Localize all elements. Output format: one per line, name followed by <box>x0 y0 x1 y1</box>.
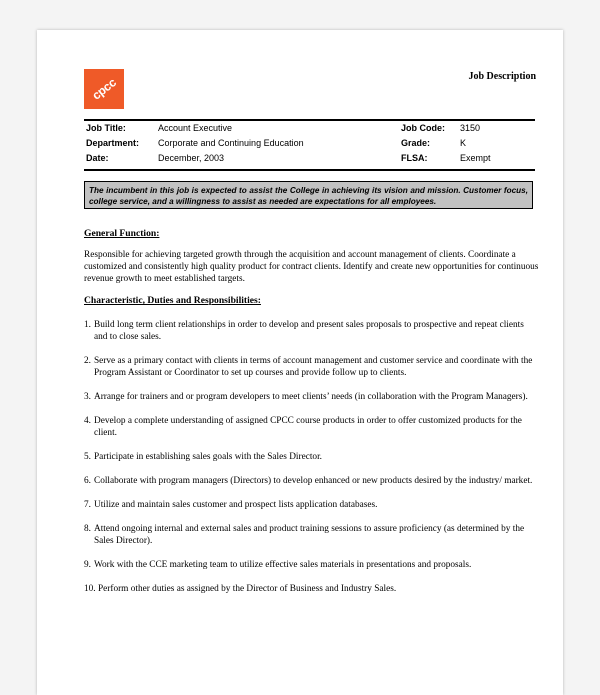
job-title-value: Account Executive <box>158 123 233 133</box>
document-title: Job Description <box>468 71 536 82</box>
document-page <box>37 30 563 695</box>
list-item: 3. Arrange for trainers and or program developers to meet clients’ needs (in collaboration with the Program Managers). <box>84 392 528 402</box>
document-body <box>84 228 539 595</box>
flsa-value: Exempt <box>460 153 491 163</box>
list-item: 6. Collaborate with program managers (Directors) to develop enhanced or new products desired by the industry/ market. <box>84 476 533 486</box>
grade-value: K <box>460 138 467 148</box>
top-rule <box>84 119 535 121</box>
department-value: Corporate and Continuing Education <box>158 138 304 148</box>
list-item: 1. Build long term client relationships in order to develop and present sales proposals to prospective and repeat clients and to close sales. <box>84 320 524 342</box>
cpcc-logo <box>84 69 124 109</box>
list-item: 4. Develop a complete understanding of assigned CPCC course products in order to offer customized products for the client. <box>84 416 522 438</box>
job-info-table <box>86 122 535 167</box>
job-code-label: Job Code: <box>401 123 445 133</box>
info-row-title <box>86 122 535 137</box>
info-row-department <box>86 137 535 152</box>
list-item: 7. Utilize and maintain sales customer and prospect lists application databases. <box>84 500 378 510</box>
general-function-text: Responsible for achieving targeted growth through the acquisition and account management of clients. Coordinate a customized and consistently high quality product for contract clients. Identify and create new opportunities for continuous revenue growth to meet established targets. <box>84 250 539 284</box>
duties-heading: Characteristic, Duties and Responsibilities: <box>84 295 261 306</box>
logo-text: cpcc <box>89 75 119 103</box>
flsa-label: FLSA: <box>401 153 428 163</box>
general-function-heading: General Function: <box>84 228 160 239</box>
list-item: 5. Participate in establishing sales goals with the Sales Director. <box>84 452 322 462</box>
department-label: Department: <box>86 138 140 148</box>
job-title-label: Job Title: <box>86 123 126 133</box>
grade-label: Grade: <box>401 138 431 148</box>
list-item: 10. Perform other duties as assigned by the Director of Business and Industry Sales. <box>84 584 397 594</box>
mission-statement-box: The incumbent in this job is expected to assist the College in achieving its vision and mission. Customer focus, college service, and a willingness to assist as needed are expectations for all employees. <box>84 181 533 209</box>
list-item: 2. Serve as a primary contact with clients in terms of account management and customer service and coordinate with the Program Assistant or Coordinator to set up courses and provide follow up to clients. <box>84 356 533 378</box>
list-item: 8. Attend ongoing internal and external sales and product training sessions to assure proficiency (as determined by the Sales Director). <box>84 524 525 546</box>
job-code-value: 3150 <box>460 123 481 133</box>
bottom-rule <box>84 169 535 171</box>
date-label: Date: <box>86 153 109 163</box>
date-value: December, 2003 <box>158 153 225 163</box>
list-item: 9. Work with the CCE marketing team to utilize effective sales materials in presentations and proposals. <box>84 560 472 570</box>
info-row-date <box>86 152 535 167</box>
duties-list <box>84 319 539 595</box>
